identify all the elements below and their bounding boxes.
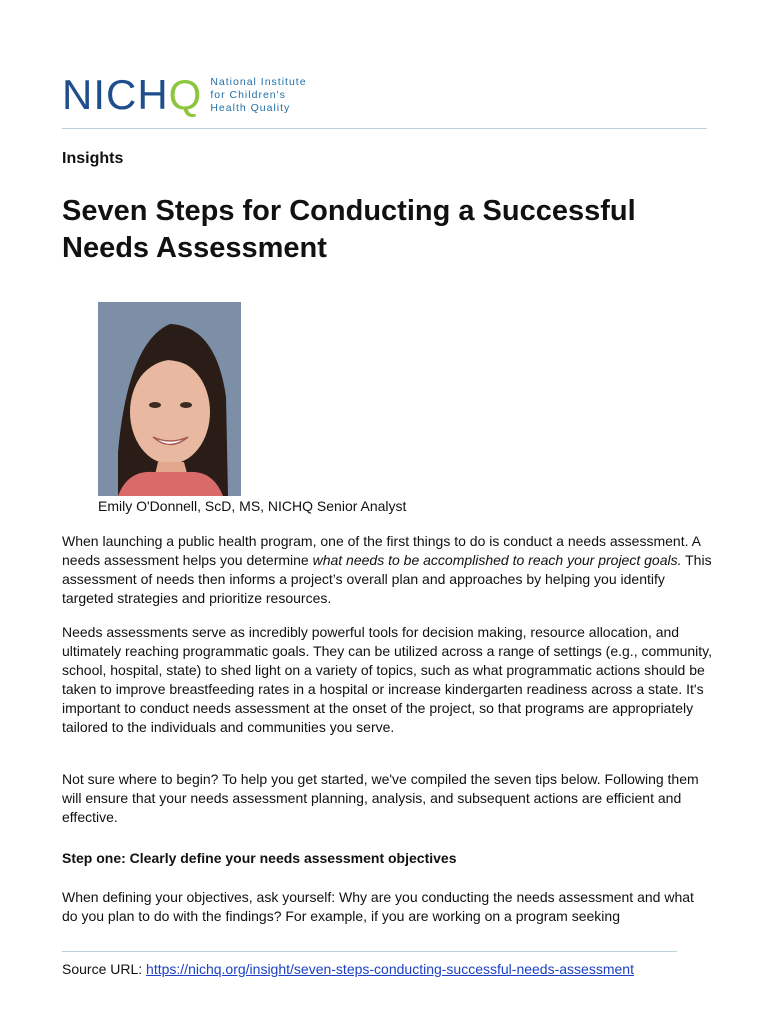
paragraph-begin: Not sure where to begin? To help you get started, we've compiled the seven tips below. Following them will ensure that your needs assessment planning, analysis, and subsequent actions are efficient and effective. <box>62 771 699 825</box>
logo-tagline-line: Health Quality <box>210 101 291 114</box>
step-one-heading: Step one: Clearly define your needs assessment objectives <box>62 850 457 866</box>
article-title: Seven Steps for Conducting a Successful Needs Assessment <box>62 195 636 264</box>
paragraph-step-one: When defining your objectives, ask yourself: Why are you conducting the needs assessment and what do you plan to do with the findings? For example, if you are working on a program seeking <box>62 889 694 924</box>
author-photo <box>98 302 241 496</box>
section-label: Insights <box>62 150 124 167</box>
logo-tagline <box>210 76 306 115</box>
footer-divider <box>62 951 677 952</box>
logo-tagline-line: National Institute <box>210 75 307 88</box>
photo-caption: Emily O'Donnell, ScD, MS, NICHQ Senior Analyst <box>98 498 407 514</box>
source-url-link[interactable]: https://nichq.org/insight/seven-steps-conducting-successful-needs-assessment <box>146 961 634 977</box>
paragraph-intro: When launching a public health program, one of the first things to do is conduct a needs assessment. A needs assessment helps you determine what needs to be accomplished to reach your project goals. This assessment of needs then informs a project’s overall plan and approaches by helping you identify targeted strategies and prioritize resources. <box>62 533 712 606</box>
nichq-logo <box>62 71 307 118</box>
source-url-line <box>62 961 634 977</box>
paragraph-tools: Needs assessments serve as incredibly powerful tools for decision making, resource allocation, and ultimately reaching programmatic goals. They can be utilized across a range of settings (e.g., community, school, hospital, state) to shed light on a variety of topics, such as what programmatic actions should be taken to improve breastfeeding rates in a hospital or increase kindergarten readiness across a state. It's important to conduct needs assessment at the onset of the project, so that programs are appropriately tailored to the individuals and communities you serve. <box>62 624 713 735</box>
header-divider <box>62 128 707 129</box>
logo-wordmark: NICHQ <box>62 71 203 118</box>
logo-tagline-line: for Children's <box>210 88 286 101</box>
source-url-label: Source URL: <box>62 961 147 977</box>
